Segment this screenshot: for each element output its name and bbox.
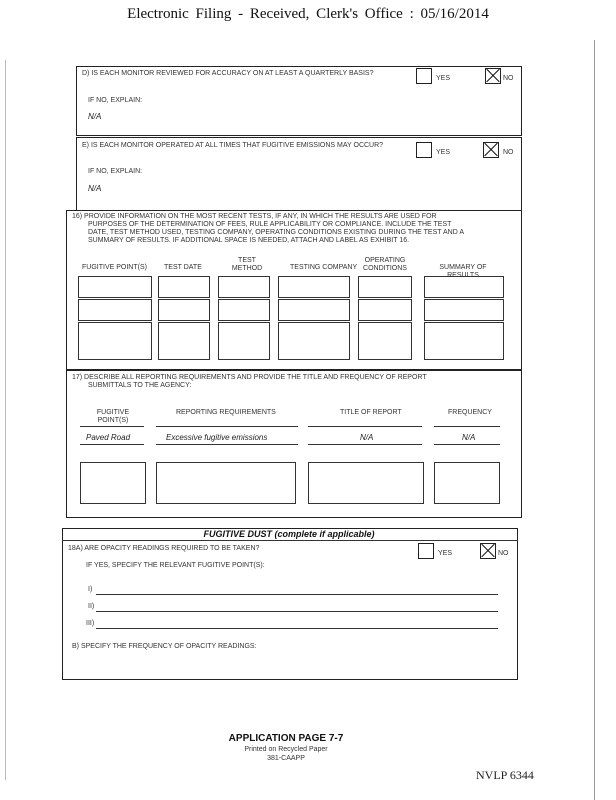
q-operated-no-label: NO <box>503 149 514 156</box>
q17-label-line1: 17) DESCRIBE ALL REPORTING REQUIREMENTS AND PROVIDE THE TITLE AND FREQUENCY OF REPORT <box>72 374 427 381</box>
q17-rule <box>308 426 422 427</box>
q16-cell[interactable] <box>158 276 210 298</box>
q17-row1-title[interactable]: N/A <box>360 433 374 442</box>
q16-col-method: TEST METHOD <box>231 257 263 272</box>
q18a-item-ii: II) <box>88 603 95 610</box>
q18a-line-i[interactable] <box>96 594 498 595</box>
q16-col-conditions: OPERATING CONDITIONS <box>363 257 407 272</box>
q16-cell[interactable] <box>218 299 270 321</box>
q18a-yes-checkbox[interactable] <box>418 543 434 559</box>
q17-cell[interactable] <box>434 462 500 504</box>
q17-row1-point[interactable]: Paved Road <box>86 433 131 442</box>
q16-col-date: TEST DATE <box>164 264 202 271</box>
q18a-item-i: I) <box>88 586 93 593</box>
q17-row1-frequency[interactable]: N/A <box>462 433 476 442</box>
q17-col-requirements: REPORTING REQUIREMENTS <box>176 409 276 416</box>
q17-row1-requirement[interactable]: Excessive fugitive emissions <box>166 433 268 442</box>
q16-cell[interactable] <box>78 299 152 321</box>
q-review-yes-label: YES <box>436 75 451 82</box>
q-operated-explain-value[interactable]: N/A <box>88 184 102 193</box>
q16-cell[interactable] <box>278 299 350 321</box>
q16-cell[interactable] <box>218 276 270 298</box>
q16-cell[interactable] <box>424 276 504 298</box>
q17-cell[interactable] <box>156 462 296 504</box>
q18a-label: 18A) ARE OPACITY READINGS REQUIRED TO BE TAKEN? <box>68 545 260 552</box>
q17-rule <box>434 426 500 427</box>
right-margin-line <box>594 40 595 800</box>
q16-col-results: SUMMARY OF RESULTS <box>439 264 487 279</box>
application-page-label: APPLICATION PAGE 7-7 <box>228 733 344 744</box>
q-operated-label: E) IS EACH MONITOR OPERATED AT ALL TIMES THAT FUGITIVE EMISSIONS MAY OCCUR? <box>82 142 384 149</box>
q18a-specify-label: IF YES, SPECIFY THE RELEVANT FUGITIVE POINT(S): <box>86 562 265 569</box>
printed-note: Printed on Recycled Paper <box>244 746 328 753</box>
q-operated-explain-label: IF NO, EXPLAIN: <box>88 168 143 175</box>
fugitive-dust-divider <box>62 540 518 541</box>
q16-label-line1: 16) PROVIDE INFORMATION ON THE MOST RECENT TESTS, IF ANY, IN WHICH THE RESULTS ARE USED FOR <box>72 213 437 220</box>
q16-cell[interactable] <box>424 299 504 321</box>
q17-rule <box>308 444 422 445</box>
q-review-no-label: NO <box>503 75 514 82</box>
q16-cell[interactable] <box>424 322 504 360</box>
q-review-no-checkbox[interactable] <box>485 68 501 84</box>
q16-cell[interactable] <box>278 322 350 360</box>
q16-cell[interactable] <box>78 276 152 298</box>
q-operated-no-checkbox[interactable] <box>483 142 499 158</box>
q16-cell[interactable] <box>158 299 210 321</box>
q16-cell[interactable] <box>358 276 412 298</box>
q18a-yes-label: YES <box>438 550 453 557</box>
q16-col-company: TESTING COMPANY <box>290 264 358 271</box>
fugitive-dust-title: FUGITIVE DUST (complete if applicable) <box>203 529 375 539</box>
q16-label-line2: PURPOSES OF THE DETERMINATION OF FEES, RULE APPLICABILITY OR COMPLIANCE. INCLUDE THE TEST <box>88 221 452 228</box>
q18b-label: B) SPECIFY THE FREQUENCY OF OPACITY READINGS: <box>72 643 257 650</box>
q17-rule <box>156 444 298 445</box>
q16-label-line3: DATE, TEST METHOD USED, TESTING COMPANY, OPERATING CONDITIONS EXISTING DURING THE TEST AND A <box>88 229 464 236</box>
q17-cell[interactable] <box>80 462 146 504</box>
q17-rule <box>80 444 144 445</box>
q-operated-yes-checkbox[interactable] <box>416 142 432 158</box>
q-review-yes-checkbox[interactable] <box>416 68 432 84</box>
q16-cell[interactable] <box>218 322 270 360</box>
q18a-line-iii[interactable] <box>96 628 498 629</box>
q17-col-title: TITLE OF REPORT <box>340 409 402 416</box>
q17-rule <box>80 426 144 427</box>
q17-col-point: FUGITIVE POINT(S) <box>96 409 130 424</box>
q16-cell[interactable] <box>358 322 412 360</box>
q17-label-line2: SUBMITTALS TO THE AGENCY: <box>88 382 192 389</box>
q-review-explain-label: IF NO, EXPLAIN: <box>88 97 143 104</box>
q16-cell[interactable] <box>278 276 350 298</box>
q18a-item-iii: III) <box>86 620 95 627</box>
q-review-label: D) IS EACH MONITOR REVIEWED FOR ACCURACY ON AT LEAST A QUARTERLY BASIS? <box>82 70 374 77</box>
q17-rule <box>434 444 500 445</box>
q16-label-line4: SUMMARY OF RESULTS. IF ADDITIONAL SPACE IS NEEDED, ATTACH AND LABEL AS EXHIBIT 16. <box>88 237 410 244</box>
filing-header: Electronic Filing - Received, Clerk's Office : 05/16/2014 <box>127 6 489 22</box>
document-id: NVLP 6344 <box>476 768 534 782</box>
form-number: 381-CAAPP <box>267 755 305 762</box>
q16-cell[interactable] <box>158 322 210 360</box>
q16-cell[interactable] <box>358 299 412 321</box>
q17-cell[interactable] <box>308 462 424 504</box>
left-margin-line <box>5 60 6 780</box>
q16-col-point: FUGITIVE POINT(S) <box>82 264 147 271</box>
q18a-no-label: NO <box>498 550 509 557</box>
q18a-no-checkbox[interactable] <box>480 543 496 559</box>
q17-col-frequency: FREQUENCY <box>448 409 492 416</box>
q-review-explain-value[interactable]: N/A <box>88 112 102 121</box>
q18a-line-ii[interactable] <box>96 611 498 612</box>
q17-rule <box>156 426 298 427</box>
q-operated-yes-label: YES <box>436 149 451 156</box>
q16-cell[interactable] <box>78 322 152 360</box>
